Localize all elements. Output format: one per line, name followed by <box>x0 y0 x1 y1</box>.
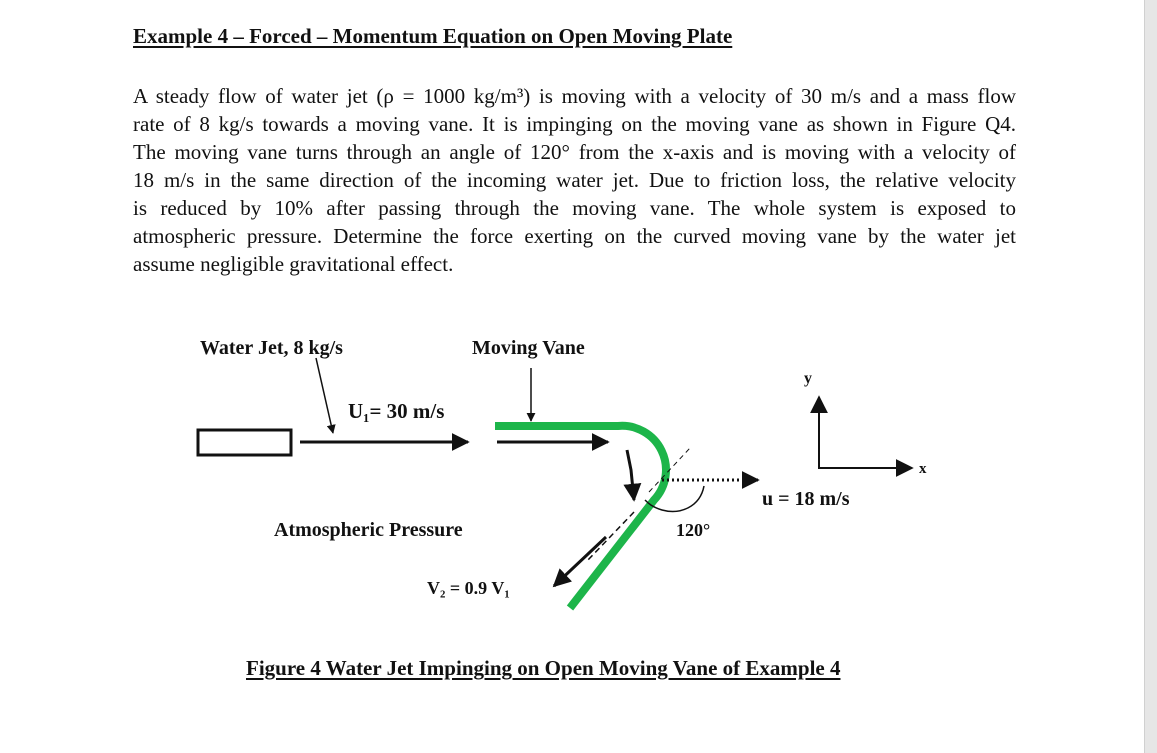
problem-line: A steady flow of water jet (ρ = 1000 kg/m³) is moving with a velocity of 30 m/s and a mass flow <box>133 84 1016 108</box>
y-axis-label: y <box>804 370 812 387</box>
u-velocity-label: u = 18 m/s <box>762 488 850 510</box>
problem-line: 18 m/s in the same direction of the incoming water jet. Due to friction loss, the relative velocity <box>133 168 1016 192</box>
example-title: Example 4 – Forced – Momentum Equation on Open Moving Plate <box>133 24 733 48</box>
figure-caption: Figure 4 Water Jet Impinging on Open Moving Vane of Example 4 <box>246 656 841 680</box>
x-axis-label: x <box>919 461 927 477</box>
moving-vane-label: Moving Vane <box>472 337 585 359</box>
problem-line: is reduced by 10% after passing through the moving vane. The whole system is exposed to <box>133 196 1016 220</box>
outlet-extension-line <box>649 448 690 492</box>
problem-line: assume negligible gravitational effect. <box>133 252 454 276</box>
page-edge <box>1144 0 1157 753</box>
problem-line: rate of 8 kg/s towards a moving vane. It is impinging on the moving vane as shown in Figure Q4. <box>133 112 1016 136</box>
atmospheric-pressure-label: Atmospheric Pressure <box>274 519 463 541</box>
moving-vane <box>495 426 666 608</box>
problem-line: atmospheric pressure. Determine the force exerting on the curved moving vane by the water jet <box>133 224 1016 248</box>
water-jet-label: Water Jet, 8 kg/s <box>200 337 343 359</box>
problem-line: The moving vane turns through an angle of 120° from the x-axis and is moving with a velocity of <box>133 140 1016 164</box>
flow-turn-arrow <box>627 450 634 500</box>
u1-label: U₁= 30 m/s <box>348 399 445 423</box>
v2-label: V₂ = 0.9 V₁ <box>427 578 510 598</box>
nozzle <box>198 430 291 455</box>
angle-label: 120° <box>676 520 711 540</box>
v2-arrow <box>554 537 606 586</box>
water-jet-leader <box>316 358 333 433</box>
